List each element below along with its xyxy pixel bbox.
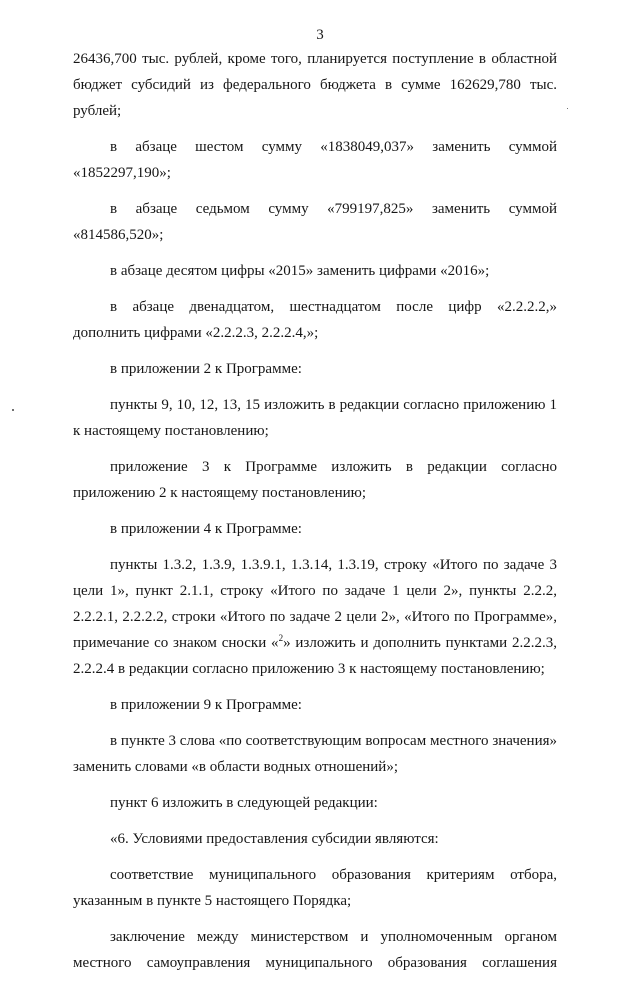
paragraph-appendix-9-heading: в приложении 9 к Программе: <box>110 697 302 713</box>
paragraph-budget-subsidies: 26436,700 тыс. рублей, кроме того, планируется поступление в областной бюджет субсидий из федерального бюджета в сумме 162629,780 тыс. рублей; <box>73 51 557 119</box>
paragraph-tenth-indent-year: в абзаце десятом цифры «2015» заменить цифрами «2016»; <box>110 263 490 279</box>
paragraph-point-6-conditions: «6. Условиями предоставления субсидии являются: <box>110 831 439 847</box>
page-number: 3 <box>316 27 324 43</box>
paragraph-appendix-2-heading: в приложении 2 к Программе: <box>110 361 302 377</box>
paragraph-point-3-words: в пункте 3 слова «по соответствующим вопросам местного значения» заменить словами «в области водных отношений»; <box>73 733 557 775</box>
paragraph-point-6-intro: пункт 6 изложить в следующей редакции: <box>110 795 378 811</box>
paragraph-selection-criteria: соответствие муниципального образования критериям отбора, указанным в пункте 5 настоящего Порядка; <box>73 867 557 909</box>
scan-speck <box>567 108 568 109</box>
scan-speck <box>12 409 14 411</box>
paragraph-seventh-indent-sum: в абзаце седьмом сумму «799197,825» заменить суммой «814586,520»; <box>73 201 557 243</box>
paragraph-appendix-3: приложение 3 к Программе изложить в редакции согласно приложению 2 к настоящему постановлению; <box>73 459 557 501</box>
paragraph-appendix-2-items: пункты 9, 10, 12, 13, 15 изложить в редакции согласно приложению 1 к настоящему постановлению; <box>73 397 557 439</box>
paragraph-twelfth-sixteenth-indent: в абзаце двенадцатом, шестнадцатом после цифр «2.2.2.2,» дополнить цифрами «2.2.2.3, 2.2.2.4,»; <box>73 299 557 341</box>
paragraph-appendix-4-heading: в приложении 4 к Программе: <box>110 521 302 537</box>
document-body <box>73 46 557 986</box>
paragraph-sixth-indent-sum: в абзаце шестом сумму «1838049,037» заменить суммой «1852297,190»; <box>73 139 557 181</box>
paragraph-agreement: заключение между министерством и уполномоченным органом местного самоуправления муниципального образования соглашения <box>73 929 557 971</box>
paragraph-appendix-4-items-text-before: пункты 1.3.2, 1.3.9, 1.3.9.1, 1.3.14, 1.3.19, строку «Итого по задаче 3 цели 1», пункт 2.1.1, строку «Итого по задаче 1 цели 2», пункты 2.2.2, 2.2.2.1, 2.2.2.2, строки «Итого по задаче 2 цели 2», «Итого по Программе», примечание со знаком сноски « <box>73 557 557 651</box>
paragraph-appendix-4-items <box>73 552 557 682</box>
footnote-mark: 2 <box>278 633 284 643</box>
paragraph-appendix-4-items-text-after: » изложить и дополнить пунктами 2.2.2.3, 2.2.2.4 в редакции согласно приложению 3 к настоящему постановлению; <box>73 635 557 677</box>
